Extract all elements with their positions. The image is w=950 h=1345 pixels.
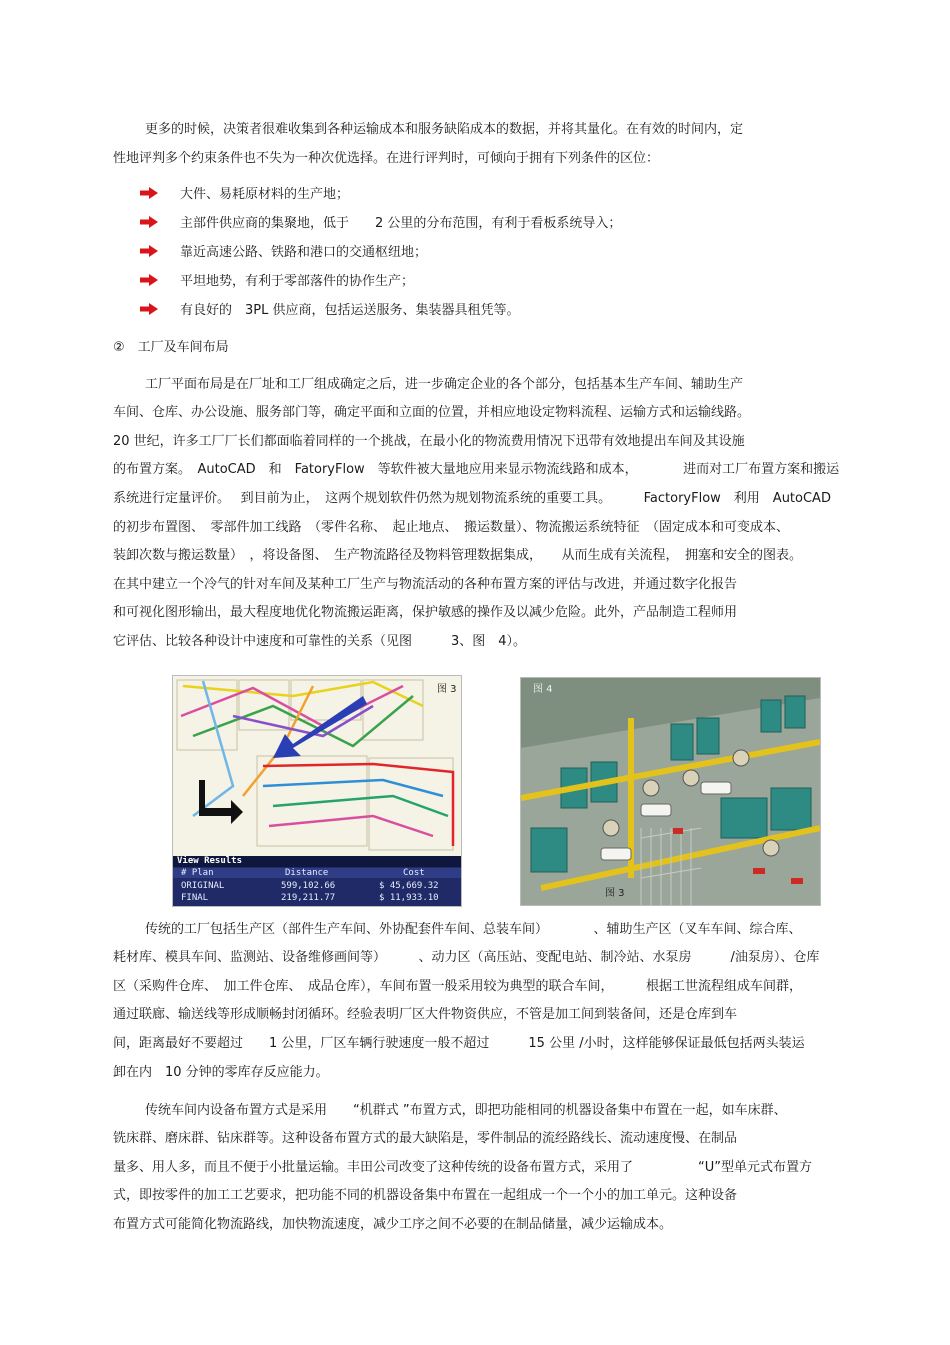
bullet-text: 大件、易耗原材料的生产地； bbox=[180, 187, 350, 202]
results-title-text: View Results bbox=[177, 856, 243, 866]
figure-4-label-top: 图 4 bbox=[533, 684, 553, 695]
results-title bbox=[173, 856, 461, 867]
row-cost: $ 11,933.10 bbox=[379, 893, 439, 903]
bullet-text: 平坦地势，有利于零部落件的协作生产； bbox=[180, 274, 415, 289]
paragraph4-line: 量多、用人多，而且不便于小批量运输。丰田公司改变了这种传统的设备布置方式，采用了 “U”型单元式布置方 bbox=[113, 1160, 812, 1175]
section-heading: ② 工厂及车间布局 bbox=[113, 340, 229, 355]
paragraph2-line: 20 世纪，许多工厂厂长们都面临着同样的一个挑战，在最小化的物流费用情况下迅带有效地提出车间及其设施 bbox=[113, 434, 745, 449]
figure-3-label: 图 3 bbox=[437, 684, 457, 695]
results-row bbox=[173, 893, 461, 904]
paragraph3-line: 区（采购件仓库、 加工件仓库、 成品仓库），车间布置一般采用较为典型的联合车间， 根据工世流程组成车间群， bbox=[113, 979, 803, 994]
figure-3-layout-flow bbox=[172, 675, 462, 907]
paragraph4-line: 布置方式可能简化物流路线，加快物流速度，减少工序之间不必要的在制品储量，减少运输成本。 bbox=[113, 1217, 673, 1232]
bullet-text: 靠近高速公路、铁路和港口的交通枢纽地； bbox=[180, 245, 428, 260]
bullet-text: 有良好的 3PL 供应商，包括运送服务、集装器具租凭等。 bbox=[180, 303, 520, 318]
paragraph2-line: 它评估、比较各种设计中速度和可靠性的关系（见图 3、图 4）。 bbox=[113, 634, 527, 649]
col-distance: Distance bbox=[285, 868, 329, 878]
col-plan: # Plan bbox=[181, 868, 214, 878]
paragraph2-line: 工厂平面布局是在厂址和工厂组成确定之后，进一步确定企业的各个部分，包括基本生产车间、辅助生产 bbox=[145, 377, 744, 392]
red-arrow-icon bbox=[140, 274, 158, 286]
row-plan: FINAL bbox=[181, 893, 209, 903]
paragraph4-line: 式，即按零件的加工工艺要求，把功能不同的机器设备集中布置在一起组成一个一个小的加工单元。这种设备 bbox=[113, 1188, 738, 1203]
factory-illustration bbox=[521, 678, 820, 905]
red-arrow-icon bbox=[140, 245, 158, 257]
bullet-item bbox=[140, 273, 414, 291]
col-cost: Cost bbox=[403, 868, 425, 878]
paragraph3-line: 间，距离最好不要超过 1 公里，厂区车辆行驶速度一般不超过 15 公里 /小时，这样能够保证最低包括两头装运 bbox=[113, 1036, 805, 1051]
red-arrow-icon bbox=[140, 187, 158, 199]
figure-4-factory-3d bbox=[520, 677, 821, 906]
results-columns bbox=[173, 868, 461, 878]
paragraph1-line-2: 性地评判多个约束条件也不失为一种次优选择。在进行评判时，可倾向于拥有下列条件的区位： bbox=[113, 151, 660, 166]
paragraph2-line: 系统进行定量评价。 到目前为止， 这两个规划软件仍然为规划物流系统的重要工具。 FactoryFlow 利用 AutoCAD bbox=[113, 491, 831, 506]
paragraph2-line: 在其中建立一个冷气的针对车间及某种工厂生产与物流活动的各种布置方案的评估与改进，并通过数字化报告 bbox=[113, 577, 738, 592]
paragraph3-line: 通过联廊、输送线等形成顺畅封闭循环。经验表明厂区大件物资供应，不管是加工间到装备间，还是仓库到车 bbox=[113, 1007, 738, 1022]
row-cost: $ 45,669.32 bbox=[379, 881, 439, 891]
paragraph2-line: 的初步布置图、 零部件加工线路 （零件名称、 起止地点、 搬运数量）、物流搬运系统特征 （固定成本和可变成本、 bbox=[113, 520, 790, 535]
paragraph2-line: 的布置方案。 AutoCAD 和 FatoryFlow 等软件被大量地应用来显示物流线路和成本， 进而对工厂布置方案和搬运 bbox=[113, 462, 840, 477]
red-arrow-icon bbox=[140, 216, 158, 228]
results-row bbox=[173, 881, 461, 892]
flow-diagram bbox=[173, 676, 461, 856]
paragraph4-line: 铣床群、磨床群、钻床群等。这种设备布置方式的最大缺陷是，零件制品的流经路线长、流动速度慢、在制品 bbox=[113, 1131, 738, 1146]
row-distance: 219,211.77 bbox=[281, 893, 336, 903]
row-distance: 599,102.66 bbox=[281, 881, 336, 891]
bullet-text: 主部件供应商的集聚地，低于 2 公里的分布范围，有利于看板系统导入； bbox=[180, 216, 622, 231]
results-panel bbox=[173, 856, 461, 906]
bullet-item bbox=[140, 215, 621, 233]
bullet-item bbox=[140, 244, 427, 262]
paragraph2-line: 装卸次数与搬运数量） ，将设备图、 生产物流路径及物料管理数据集成， 从而生成有关流程， 拥塞和安全的图表。 bbox=[113, 548, 803, 563]
paragraph3-line: 传统的工厂包括生产区（部件生产车间、外协配套件车间、总装车间） 、辅助生产区（叉车车间、综合库、 bbox=[145, 922, 802, 937]
bullet-item bbox=[140, 186, 349, 204]
paragraph1-line-1: 更多的时候，决策者很难收集到各种运输成本和服务缺陷成本的数据，并将其量化。在有效的时间内，定 bbox=[145, 122, 744, 137]
red-arrow-icon bbox=[140, 303, 158, 315]
figure-4-label-bottom: 图 3 bbox=[605, 888, 625, 899]
paragraph2-line: 和可视化图形输出，最大程度地优化物流搬运距离，保护敏感的操作及以减少危险。此外，产品制造工程师用 bbox=[113, 605, 738, 620]
bullet-item bbox=[140, 302, 520, 320]
paragraph3-line: 卸在内 10 分钟的零库存反应能力。 bbox=[113, 1065, 329, 1080]
paragraph4-line: 传统车间内设备布置方式是采用 “机群式 ”布置方式，即把功能相同的机器设备集中布置在一起，如车床群、 bbox=[145, 1103, 787, 1118]
paragraph3-line: 耗材库、模具车间、监测站、设备维修画间等） 、动力区（高压站、变配电站、制冷站、水泵房 /油泵房）、仓库 bbox=[113, 950, 820, 965]
paragraph2-line: 车间、仓库、办公设施、服务部门等，确定平面和立面的位置，并相应地设定物料流程、运输方式和运输线路。 bbox=[113, 405, 751, 420]
row-plan: ORIGINAL bbox=[181, 881, 225, 891]
